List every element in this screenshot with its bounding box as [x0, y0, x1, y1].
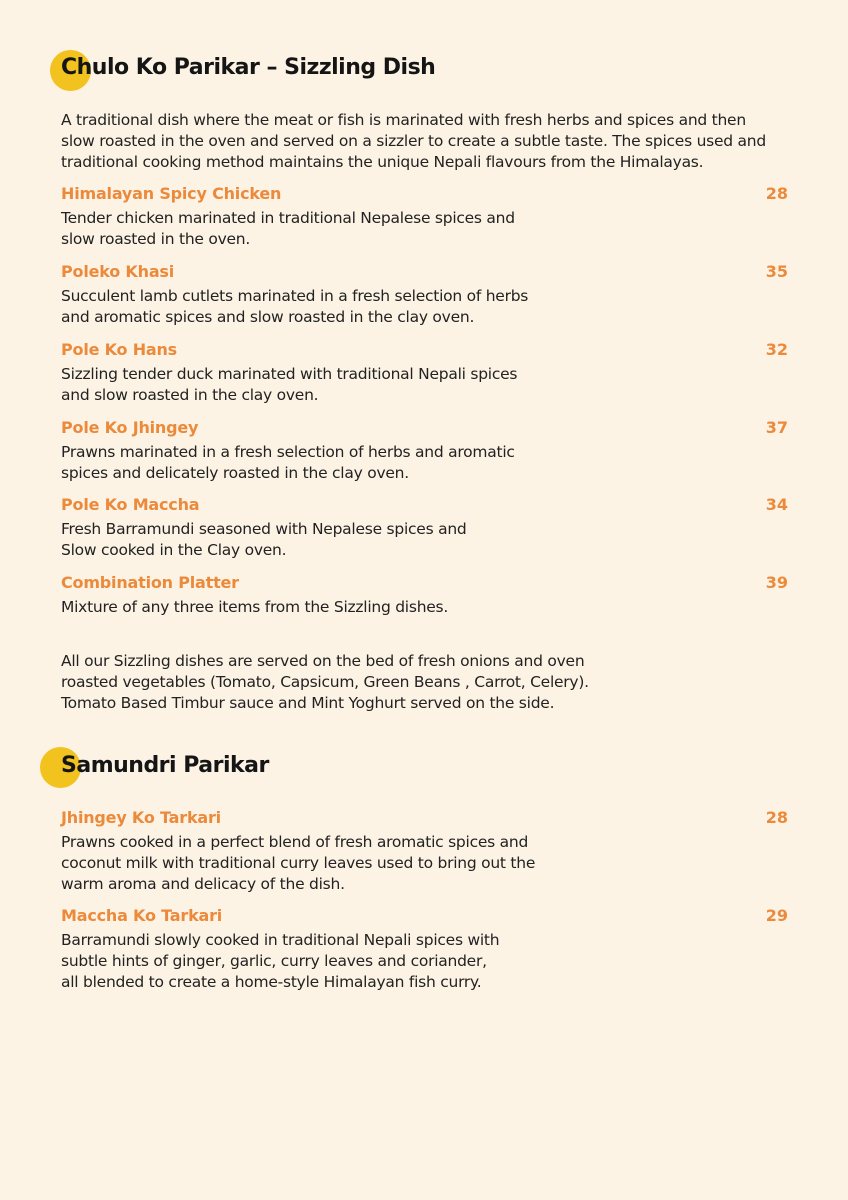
menu-item — [61, 184, 788, 250]
item-description: Sizzling tender duck marinated with traditional Nepali spices and slow roasted in the clay oven. — [61, 365, 518, 404]
item-description: Mixture of any three items from the Sizzling dishes. — [61, 598, 449, 616]
item-description: Tender chicken marinated in traditional Nepalese spices and slow roasted in the oven. — [61, 209, 515, 248]
item-description: Succulent lamb cutlets marinated in a fresh selection of herbs and aromatic spices and slow roasted in the clay oven. — [61, 287, 529, 326]
item-price: 35 — [765, 262, 788, 281]
item-price: 28 — [765, 184, 788, 203]
serving-note: All our Sizzling dishes are served on the bed of fresh onions and oven roasted vegetables (Tomato, Capsicum, Green Beans , Carrot, Celery). Tomato Based Timbur sauce and Mint Yoghurt served on the side. — [61, 652, 589, 712]
item-price: 28 — [765, 808, 788, 827]
section-intro: A traditional dish where the meat or fish is marinated with fresh herbs and spices and then slow roasted in the oven and served on a sizzler to create a subtle taste. The spices used and traditional cooking method maintains the unique Nepali flavours from the Himalayas. — [61, 111, 766, 171]
menu-item — [61, 808, 788, 895]
item-description: Prawns cooked in a perfect blend of fresh aromatic spices and coconut milk with traditional curry leaves used to bring out the warm aroma and delicacy of the dish. — [61, 833, 536, 893]
menu-item — [61, 495, 788, 561]
section-title-samundri: Samundri Parikar — [61, 753, 269, 778]
item-description: Fresh Barramundi seasoned with Nepalese spices and Slow cooked in the Clay oven. — [61, 520, 467, 559]
item-price: 37 — [765, 418, 788, 437]
menu-item — [61, 418, 788, 484]
item-price: 29 — [765, 906, 788, 925]
item-price: 39 — [765, 573, 788, 592]
item-name: Himalayan Spicy Chicken — [61, 184, 282, 203]
menu-item — [61, 906, 788, 993]
item-price: 34 — [765, 495, 788, 514]
item-name: Jhingey Ko Tarkari — [61, 808, 221, 827]
item-price: 32 — [765, 340, 788, 359]
menu-item — [61, 340, 788, 406]
item-name: Pole Ko Maccha — [61, 495, 200, 514]
item-name: Combination Platter — [61, 573, 239, 592]
menu-item — [61, 573, 788, 618]
item-name: Maccha Ko Tarkari — [61, 906, 223, 925]
item-name: Pole Ko Jhingey — [61, 418, 199, 437]
item-name: Poleko Khasi — [61, 262, 175, 281]
section-title-sizzling: Chulo Ko Parikar – Sizzling Dish — [61, 55, 436, 80]
item-description: Barramundi slowly cooked in traditional Nepali spices with subtle hints of ginger, garlic, curry leaves and coriander, all blended to create a home-style Himalayan fish curry. — [61, 931, 500, 991]
item-name: Pole Ko Hans — [61, 340, 178, 359]
item-description: Prawns marinated in a fresh selection of herbs and aromatic spices and delicately roasted in the clay oven. — [61, 443, 515, 482]
menu-item — [61, 262, 788, 328]
